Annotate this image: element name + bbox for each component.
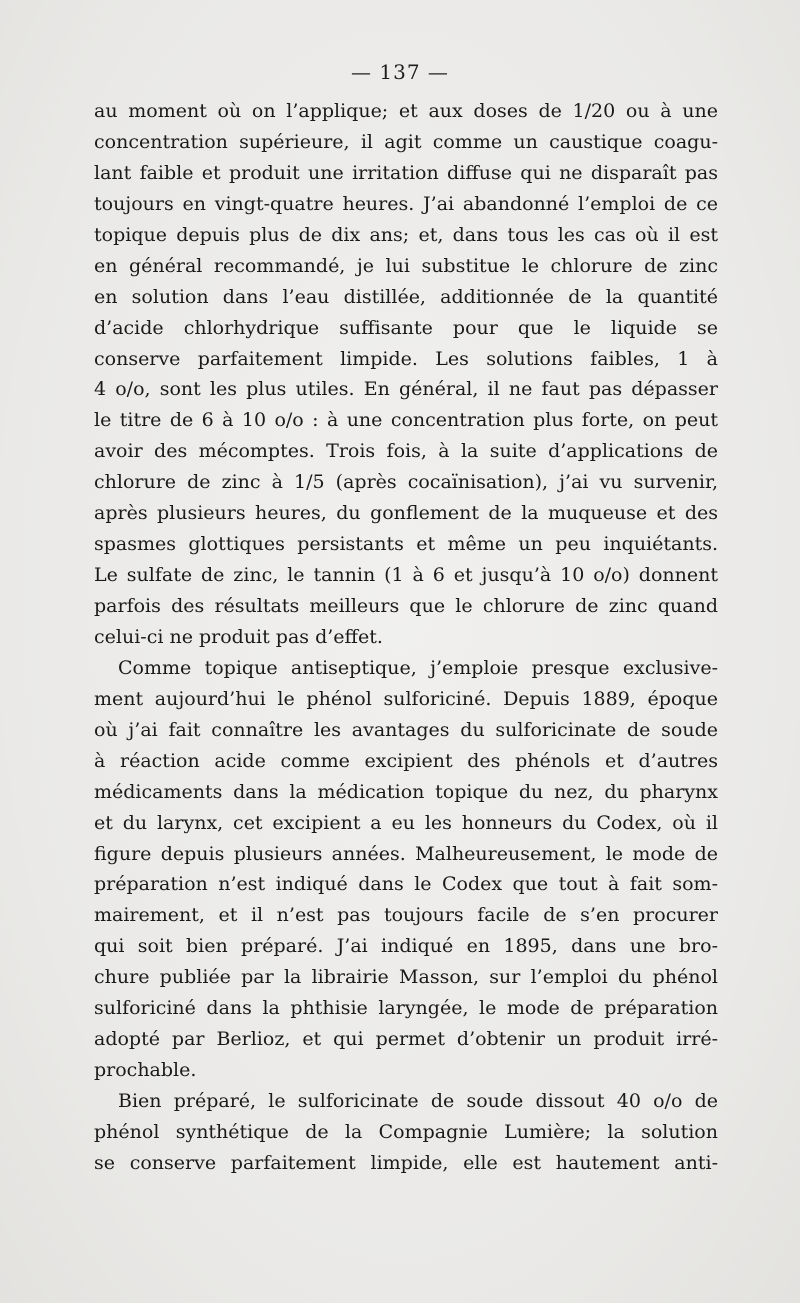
text-line: phénol synthétique de la Compagnie Lumière; la solution — [94, 1120, 718, 1143]
text-line: qui soit bien préparé. J’ai indiqué en 1895, dans une bro- — [94, 935, 718, 958]
text-line: spasmes glottiques persistants et même un peu inquiétants. — [94, 533, 718, 556]
paragraph-start-line: Comme topique antiseptique, j’emploie presque exclusive- — [118, 656, 718, 679]
text-line: où j’ai fait connaître les avantages du sulforicinate de soude — [94, 718, 718, 741]
text-line: à réaction acide comme excipient des phénols et d’autres — [94, 749, 718, 772]
text-line: adopté par Berlioz, et qui permet d’obtenir un produit irré- — [94, 1028, 718, 1051]
text-line: chure publiée par la librairie Masson, sur l’emploi du phénol — [94, 966, 718, 989]
paragraph-end-line: celui-ci ne produit pas d’effet. — [94, 625, 383, 648]
text-line: chlorure de zinc à 1/5 (après cocaïnisation), j’ai vu survenir, — [94, 471, 718, 494]
text-line: lant faible et produit une irritation diffuse qui ne disparaît pas — [94, 161, 718, 184]
text-line: parfois des résultats meilleurs que le chlorure de zinc quand — [94, 595, 718, 617]
text-line: toujours en vingt-quatre heures. J’ai abandonné l’emploi de ce — [94, 192, 718, 215]
paragraph-end-line: prochable. — [94, 1059, 197, 1082]
text-line: en solution dans l’eau distillée, additionnée de la quantité — [94, 285, 718, 308]
text-line: ment aujourd’hui le phénol sulforiciné. Depuis 1889, époque — [94, 687, 718, 710]
page-number: — 137 — — [351, 60, 449, 84]
text-line: en général recommandé, je lui substitue le chlorure de zinc — [94, 254, 718, 277]
text-line: et du larynx, cet excipient a eu les honneurs du Codex, où il — [94, 811, 718, 834]
text-line: conserve parfaitement limpide. Les solutions faibles, 1 à — [94, 347, 718, 370]
paragraph-start-line: Bien préparé, le sulforicinate de soude dissout 40 o/o de — [118, 1090, 718, 1112]
text-line: concentration supérieure, il agit comme un caustique coagu- — [94, 130, 718, 153]
text-line: au moment où on l’applique; et aux doses de 1/20 ou à une — [94, 100, 718, 122]
text-line: mairement, et il n’est pas toujours facile de s’en procurer — [94, 904, 718, 927]
text-line: figure depuis plusieurs années. Malheureusement, le mode de — [94, 842, 718, 865]
text-line: avoir des mécomptes. Trois fois, à la suite d’applications de — [94, 440, 718, 463]
text-line: sulforiciné dans la phthisie laryngée, le mode de préparation — [94, 997, 718, 1020]
text-line: médicaments dans la médication topique du nez, du pharynx — [94, 780, 718, 803]
body-text — [94, 96, 718, 1179]
text-line: topique depuis plus de dix ans; et, dans tous les cas où il est — [94, 223, 718, 246]
text-line: le titre de 6 à 10 o/o : à une concentration plus forte, on peut — [94, 409, 718, 432]
text-line: après plusieurs heures, du gonflement de la muqueuse et des — [94, 502, 718, 525]
text-line: préparation n’est indiqué dans le Codex que tout à fait som- — [94, 873, 718, 896]
text-line: d’acide chlorhydrique suffisante pour que le liquide se — [94, 316, 718, 339]
text-line: 4 o/o, sont les plus utiles. En général, il ne faut pas dépasser — [94, 378, 718, 401]
text-line: Le sulfate de zinc, le tannin (1 à 6 et jusqu’à 10 o/o) donnent — [94, 564, 718, 587]
text-line: se conserve parfaitement limpide, elle est hautement anti- — [94, 1151, 718, 1174]
